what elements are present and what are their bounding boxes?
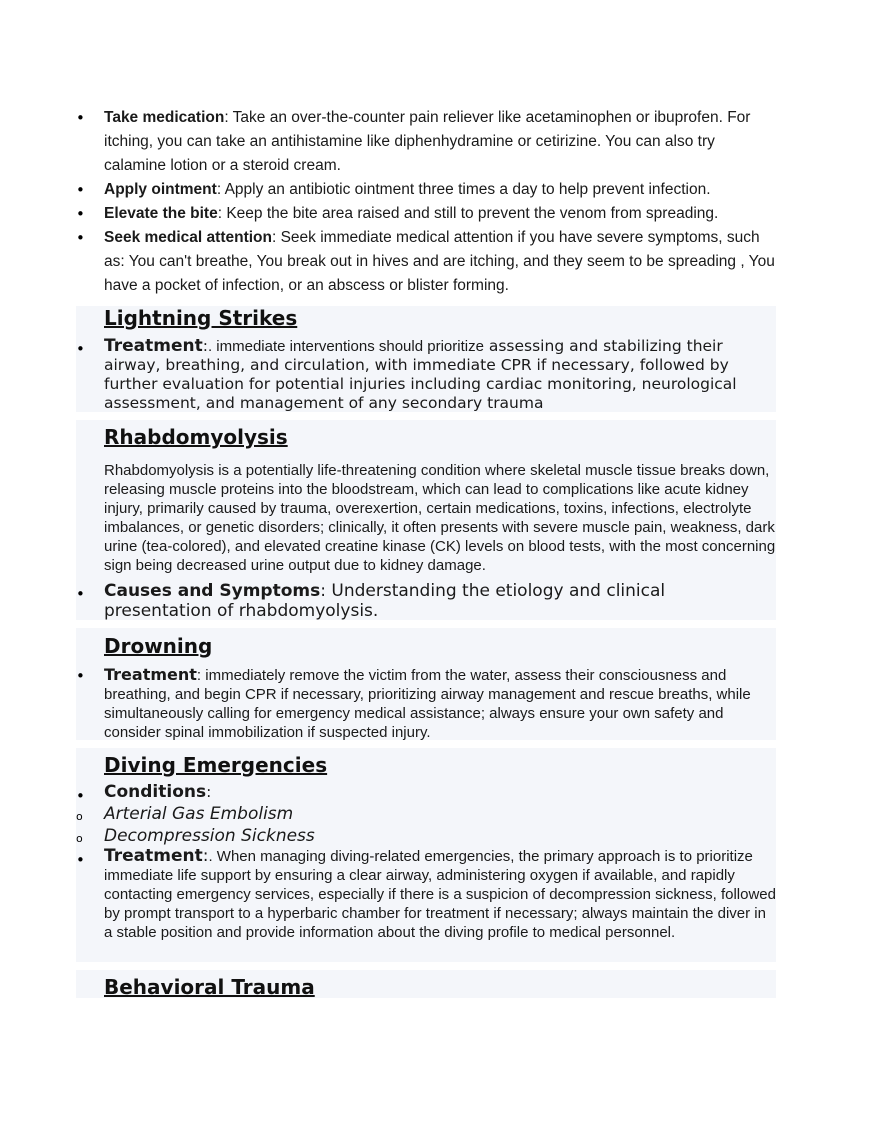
rhabdo-paragraph: Rhabdomyolysis is a potentially life-threatening condition where skeletal muscle tissue breaks down, releasing muscle proteins into the bloodstream, which can lead to complications like acute kidney injury, primarily caused by trauma, overexertion, certain medications, toxins, infections, electrolyte imbalances, or genetic disorders; clinically, it often presents with severe muscle pain, weakness, dark urine (tea-colored), and elevated creatine kinase (CK) levels on blood tests, with the most concerning sign being decreased urine output due to kidney damage.	[104, 462, 776, 574]
rhabdo-heading: Rhabdomyolysis	[104, 425, 288, 449]
drowning-treatment	[104, 665, 776, 742]
bullet-apply-ointment: •	[76, 181, 85, 199]
bullet-seek-attention: •	[76, 229, 85, 247]
bullet-rhabdo: •	[76, 585, 85, 603]
elevate-bite-text: : Keep the bite area raised and still to prevent the venom from spreading.	[217, 205, 719, 222]
diving-treatment-text: . When managing diving-related emergencies, the primary approach is to prioritize immediate life support by ensuring a clear airway, administering oxygen if available, and rapidly contacting emergency services, especially if there is a suspicion of decompression sickness, followed by prompt transport to a hyperbaric chamber for treatment if necessary; always maintain the diver in a stable position and provide information about the diving profile to medical personnel.	[104, 848, 776, 941]
lightning-colon: :	[202, 337, 208, 355]
list-item-elevate-bite	[104, 202, 784, 226]
lightning-treatment-label: Treatment	[104, 336, 203, 356]
seek-attention-text: : Seek immediate medical attention if you have severe symptoms, such as: You can't breathe, You break out in hives and are itching, and they seem to be spreading , You have a pocket of infection, or an abscess or blister forming.	[104, 229, 775, 294]
lightning-treatment	[104, 337, 764, 413]
list-item-seek-attention	[104, 226, 780, 298]
drowning-treatment-text: : immediately remove the victim from the water, assess their consciousness and breathing, and begin CPR if necessary, prioritizing airway management and rescue breaths, while simultaneously calling for emergency medical assistance; always ensure your own safety and consider spinal immobilization if suspected injury.	[104, 667, 751, 741]
list-item-take-medication	[104, 106, 780, 178]
drowning-treatment-label: Treatment	[104, 665, 197, 684]
apply-ointment-label: Apply ointment	[104, 181, 217, 198]
bullet-elevate-bite: •	[76, 205, 85, 223]
diving-treatment-label: Treatment	[104, 846, 203, 866]
apply-ointment-text: : Apply an antibiotic ointment three times a day to help prevent infection.	[216, 181, 711, 198]
diving-conditions-label: Conditions	[104, 782, 207, 802]
diving-treatment-colon: :	[202, 846, 209, 866]
drowning-heading: Drowning	[104, 634, 213, 658]
bullet-diving-treatment: •	[76, 851, 85, 869]
list-item-apply-ointment	[104, 178, 784, 202]
elevate-bite-label: Elevate the bite	[104, 205, 218, 222]
behavioral-heading: Behavioral Trauma	[104, 975, 315, 999]
bullet-drowning: •	[76, 667, 85, 685]
lightning-heading: Lightning Strikes	[104, 306, 298, 330]
diving-conditions	[104, 783, 784, 802]
condition-arterial-gas-embolism: Arterial Gas Embolism	[104, 804, 294, 824]
diving-treatment	[104, 847, 776, 942]
bullet-lightning: •	[76, 340, 85, 358]
take-medication-text: : Take an over-the-counter pain reliever like acetaminophen or ibuprofen. For itching, you can take an antihistamine like diphenhydramine or cetirizine. You can also try calamine lotion or a steroid cream.	[104, 109, 751, 174]
rhabdo-causes-label: Causes and Symptoms	[104, 581, 321, 601]
rhabdo-causes	[104, 581, 744, 621]
lightning-treatment-text: assessing and stabilizing their airway, breathing, and circulation, with immediate CPR if necessary, followed by further evaluation for potential injuries including cardiac monitoring, neurological assessment, and management of any secondary trauma	[104, 337, 737, 412]
take-medication-label: Take medication	[104, 109, 225, 126]
rhabdo-causes-text: : Understanding the etiology and clinical presentation of rhabdomyolysis.	[104, 581, 666, 621]
lightning-small-text: . immediate interventions should prioritize	[207, 338, 484, 355]
seek-attention-label: Seek medical attention	[104, 229, 272, 246]
sub-bullet-dcs: o	[76, 832, 83, 845]
sub-bullet-age: o	[76, 810, 83, 823]
condition-decompression-sickness: Decompression Sickness	[104, 826, 315, 846]
bullet-take-medication: •	[76, 109, 85, 127]
diving-heading: Diving Emergencies	[104, 753, 328, 777]
diving-conditions-colon: :	[206, 783, 212, 801]
bullet-diving-conditions: •	[76, 787, 85, 805]
